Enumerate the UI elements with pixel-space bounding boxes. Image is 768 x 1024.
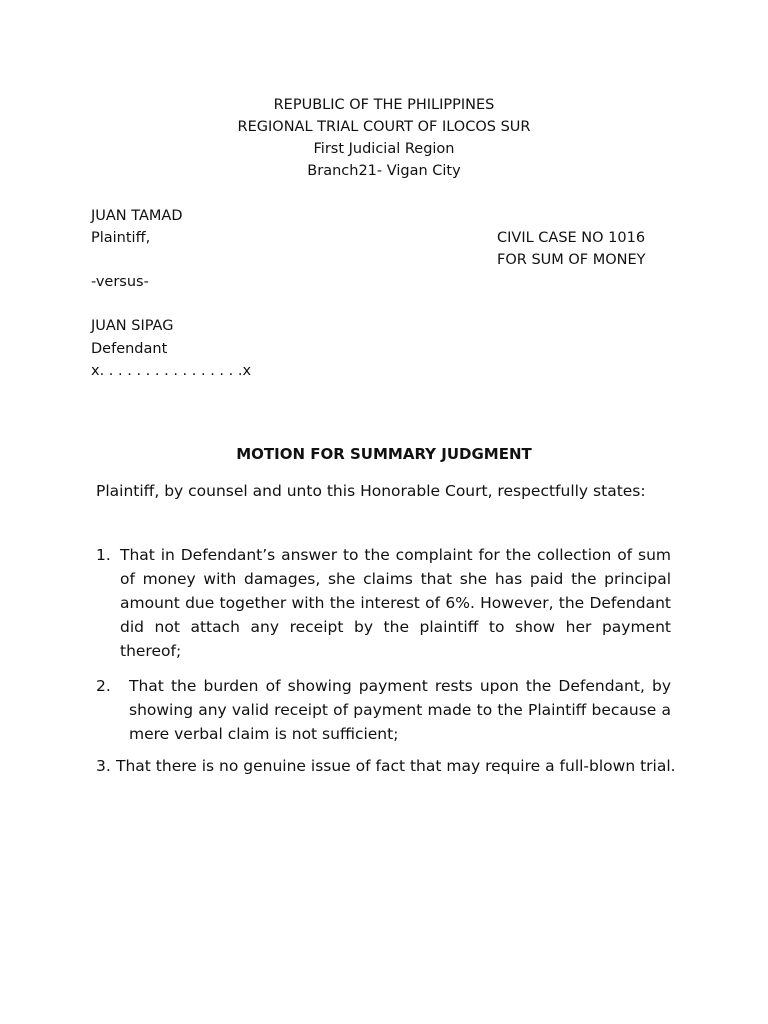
case-number: CIVIL CASE NO 1016	[497, 230, 646, 246]
header-branch: Branch21- Vigan City	[307, 163, 461, 179]
motion-intro: Plaintiff, by counsel and unto this Honorable Court, respectfully states:	[96, 482, 646, 500]
defendant-name: JUAN SIPAG	[91, 318, 174, 334]
list-item-number: 3.	[96, 757, 111, 775]
plaintiff-name: JUAN TAMAD	[91, 208, 183, 224]
versus-label: -versus-	[91, 274, 149, 290]
list-item-number: 1.	[96, 546, 111, 564]
case-type: FOR SUM OF MONEY	[497, 252, 646, 268]
list-item-text: That there is no genuine issue of fact that may require a full-blown trial.	[116, 757, 676, 775]
header-region: First Judicial Region	[313, 141, 455, 157]
motion-title: MOTION FOR SUMMARY JUDGMENT	[236, 445, 532, 463]
header-court: REGIONAL TRIAL COURT OF ILOCOS SUR	[237, 119, 531, 135]
list-item-text: That in Defendant’s answer to the complaint for the collection of sum of money with damages, she claims that she has paid the principal amount due together with the interest of 6%. However, the Defendant did not attach any receipt by the plaintiff to show her payment thereof;	[120, 546, 671, 660]
plaintiff-label: Plaintiff,	[91, 230, 151, 246]
list-item-number: 2.	[96, 677, 111, 695]
defendant-label: Defendant	[91, 341, 168, 357]
list-item-text: That the burden of showing payment rests upon the Defendant, by showing any valid receipt of payment made to the Plaintiff because a mere verbal claim is not sufficient;	[129, 677, 671, 743]
caption-separator: x. . . . . . . . . . . . . . . .x	[91, 363, 252, 379]
header-republic: REPUBLIC OF THE PHILIPPINES	[273, 97, 495, 113]
